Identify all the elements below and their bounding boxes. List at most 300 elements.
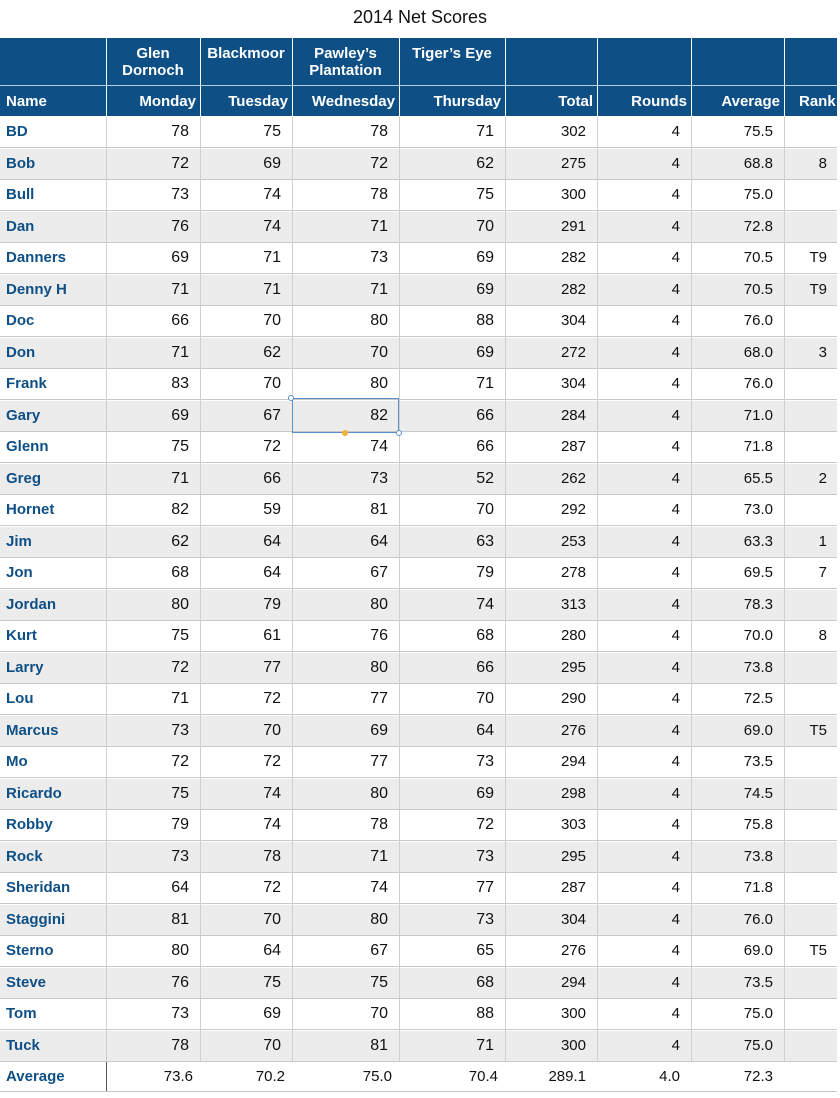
cell-total[interactable]: 304 [560,375,586,392]
cell-rank[interactable]: 2 [818,469,827,487]
cell-thu[interactable]: 88 [476,312,494,329]
header-wednesday[interactable]: Wednesday [311,93,395,110]
cell-thu[interactable]: 75 [476,186,494,203]
average-mon[interactable]: 73.6 [163,1068,193,1085]
player-name[interactable]: Lou [6,690,34,707]
cell-tue[interactable]: 70 [263,910,281,928]
cell-rank[interactable] [784,590,827,620]
cell-total[interactable]: 287 [560,879,586,896]
cell-wed[interactable]: 80 [370,595,388,613]
cell-tue[interactable]: 70 [263,721,281,739]
cell-thu[interactable]: 69 [476,249,494,266]
cell-thu[interactable]: 73 [476,910,494,928]
cell-thu[interactable]: 66 [476,438,494,455]
cell-rank[interactable] [784,842,827,872]
cell-wed[interactable]: 73 [370,249,388,266]
header-monday[interactable]: Monday [139,93,196,110]
cell-mon[interactable]: 73 [171,186,189,203]
cell-wed[interactable]: 71 [370,217,388,235]
cell-avg[interactable]: 69.0 [743,721,773,739]
average-label[interactable]: Average [6,1068,65,1085]
cell-tue[interactable]: 59 [263,501,281,518]
cell-rank[interactable] [784,747,827,777]
player-name[interactable]: Ricardo [6,784,62,802]
cell-rank[interactable]: T9 [809,280,827,298]
cell-avg[interactable]: 70.0 [743,627,773,644]
table-row [0,275,837,306]
cell-mon[interactable]: 71 [171,280,189,298]
header-course-line: Plantation [309,62,382,79]
cell-tue[interactable]: 75 [263,973,281,991]
cell-thu[interactable]: 66 [476,658,494,676]
header-tuesday[interactable]: Tuesday [228,93,288,110]
cell-rounds[interactable]: 4 [671,186,680,203]
header-name[interactable]: Name [6,93,47,110]
cell-wed[interactable]: 72 [370,154,388,172]
cell-rank[interactable] [784,653,827,683]
cell-avg[interactable]: 75.0 [743,1005,773,1022]
cell-tue[interactable]: 72 [263,879,281,896]
cell-thu[interactable]: 69 [476,280,494,298]
cell-tue[interactable]: 74 [263,816,281,833]
cell-wed[interactable]: 82 [370,406,388,424]
cell-rank[interactable] [784,968,827,998]
average-wed[interactable]: 75.0 [362,1068,392,1085]
cell-rounds[interactable]: 4 [671,784,680,802]
cell-tue[interactable]: 74 [263,784,281,802]
cell-rank[interactable] [784,306,827,336]
cell-tue[interactable]: 70 [263,312,281,329]
column-divider [691,117,692,1062]
cell-mon[interactable]: 73 [171,847,189,865]
cell-avg[interactable]: 69.5 [743,564,773,581]
cell-mon[interactable]: 71 [171,690,189,707]
cell-avg[interactable]: 74.5 [743,784,773,802]
cell-wed[interactable]: 77 [370,753,388,770]
average-tue[interactable]: 70.2 [255,1068,285,1085]
cell-mon[interactable]: 72 [171,753,189,770]
cell-avg[interactable]: 71.8 [743,879,773,896]
cell-avg[interactable]: 73.8 [743,847,773,865]
header-course-line: Blackmoor [207,45,285,62]
cell-wed[interactable]: 71 [370,847,388,865]
cell-mon[interactable]: 76 [171,973,189,991]
cell-thu[interactable]: 74 [476,595,494,613]
cell-avg[interactable]: 76.0 [743,910,773,928]
cell-rank[interactable] [784,495,827,525]
cell-rounds[interactable]: 4 [671,1005,680,1022]
player-name[interactable]: Tuck [6,1036,40,1054]
cell-avg[interactable]: 70.5 [743,280,773,298]
cell-mon[interactable]: 76 [171,217,189,235]
cell-rounds[interactable]: 4 [671,1036,680,1054]
cell-thu[interactable]: 77 [476,879,494,896]
cell-mon[interactable]: 75 [171,438,189,455]
cell-thu[interactable]: 62 [476,154,494,172]
cell-thu[interactable]: 79 [476,564,494,581]
cell-wed[interactable]: 80 [370,375,388,392]
cell-rounds[interactable]: 4 [671,123,680,140]
cell-mon[interactable]: 69 [171,406,189,424]
cell-mon[interactable]: 75 [171,627,189,644]
cell-thu[interactable]: 70 [476,217,494,235]
header-column-divider [597,38,598,116]
cell-thu[interactable]: 71 [476,123,494,140]
cell-rounds[interactable]: 4 [671,595,680,613]
player-name[interactable]: Jim [6,532,32,550]
cell-rank[interactable] [784,180,827,210]
cell-rounds[interactable]: 4 [671,658,680,676]
cell-total[interactable]: 253 [560,532,586,550]
cell-tue[interactable]: 72 [263,438,281,455]
cell-total[interactable]: 275 [560,154,586,172]
cell-rounds[interactable]: 4 [671,501,680,518]
cell-rank[interactable]: T9 [809,249,827,266]
average-total[interactable]: 289.1 [548,1068,586,1085]
cell-rounds[interactable]: 4 [671,469,680,487]
cell-rank[interactable] [784,369,827,399]
cell-total[interactable]: 290 [560,690,586,707]
cell-avg[interactable]: 70.5 [743,249,773,266]
player-name[interactable]: Tom [6,1005,37,1022]
player-name[interactable]: Greg [6,469,42,487]
cell-total[interactable]: 282 [560,280,586,298]
cell-rounds[interactable]: 4 [671,942,680,959]
cell-avg[interactable]: 73.5 [743,753,773,770]
player-name[interactable]: Steve [6,973,47,991]
cell-rank[interactable] [784,999,827,1029]
cell-avg[interactable]: 76.0 [743,312,773,329]
cell-avg[interactable]: 78.3 [743,595,773,613]
cell-wed[interactable]: 78 [370,186,388,203]
cell-mon[interactable]: 69 [171,249,189,266]
player-name[interactable]: Gary [6,406,41,424]
cell-mon[interactable]: 81 [171,910,189,928]
cell-tue[interactable]: 77 [263,658,281,676]
cell-tue[interactable]: 74 [263,217,281,235]
cell-total[interactable]: 292 [560,501,586,518]
cell-total[interactable]: 295 [560,847,586,865]
cell-rounds[interactable]: 4 [671,154,680,172]
header-rank[interactable]: Rank [799,93,836,110]
cell-avg[interactable]: 72.8 [743,217,773,235]
cell-tue[interactable]: 70 [263,375,281,392]
cell-total[interactable]: 304 [560,910,586,928]
cell-rounds[interactable]: 4 [671,343,680,361]
cell-total[interactable]: 304 [560,312,586,329]
cell-thu[interactable]: 65 [476,942,494,959]
cell-avg[interactable]: 69.0 [743,942,773,959]
cell-tue[interactable]: 70 [263,1036,281,1054]
cell-wed[interactable]: 70 [370,343,388,361]
header-rounds[interactable]: Rounds [631,93,687,110]
cell-rounds[interactable]: 4 [671,564,680,581]
cell-wed[interactable]: 70 [370,1005,388,1022]
cell-total[interactable]: 278 [560,564,586,581]
cell-rounds[interactable]: 4 [671,249,680,266]
cell-rank[interactable]: T5 [809,721,827,739]
cell-avg[interactable]: 71.0 [743,406,773,424]
player-name[interactable]: Larry [6,658,44,676]
cell-thu[interactable]: 71 [476,1036,494,1054]
cell-mon[interactable]: 64 [171,879,189,896]
cell-rounds[interactable]: 4 [671,280,680,298]
cell-avg[interactable]: 73.8 [743,658,773,676]
cell-rank[interactable] [784,684,827,714]
cell-rank[interactable]: T5 [809,942,827,959]
cell-total[interactable]: 294 [560,973,586,991]
cell-mon[interactable]: 62 [171,532,189,550]
cell-rounds[interactable]: 4 [671,438,680,455]
player-name[interactable]: Mo [6,753,28,770]
cell-thu[interactable]: 64 [476,721,494,739]
cell-rounds[interactable]: 4 [671,721,680,739]
cell-total[interactable]: 300 [560,1005,586,1022]
player-name[interactable]: Staggini [6,910,66,928]
cell-mon[interactable]: 78 [171,123,189,140]
player-name[interactable]: Marcus [6,721,59,739]
header-average[interactable]: Average [721,93,780,110]
header-thursday[interactable]: Thursday [433,93,501,110]
cell-total[interactable]: 280 [560,627,586,644]
cell-thu[interactable]: 63 [476,532,494,550]
cell-tue[interactable]: 66 [263,469,281,487]
average-rounds[interactable]: 4.0 [659,1068,680,1085]
cell-rank[interactable] [784,810,827,840]
player-name[interactable]: Doc [6,312,35,329]
cell-mon[interactable]: 66 [171,312,189,329]
cell-rank[interactable] [784,873,827,903]
cell-rank[interactable]: 8 [818,627,827,644]
cell-wed[interactable]: 76 [370,627,388,644]
cell-tue[interactable]: 79 [263,595,281,613]
cell-total[interactable]: 272 [560,343,586,361]
cell-tue[interactable]: 69 [263,1005,281,1022]
cell-rounds[interactable]: 4 [671,879,680,896]
cell-rounds[interactable]: 4 [671,690,680,707]
cell-rounds[interactable]: 4 [671,217,680,235]
player-name[interactable]: BD [6,123,28,140]
cell-tue[interactable]: 71 [263,280,281,298]
cell-thu[interactable]: 70 [476,501,494,518]
cell-rank[interactable] [784,117,827,147]
player-name[interactable]: Rock [6,847,43,865]
cell-tue[interactable]: 62 [263,343,281,361]
cell-rounds[interactable]: 4 [671,910,680,928]
cell-wed[interactable]: 77 [370,690,388,707]
player-name[interactable]: Jon [6,564,33,581]
cell-mon[interactable]: 72 [171,154,189,172]
cell-wed[interactable]: 80 [370,658,388,676]
cell-rounds[interactable]: 4 [671,816,680,833]
cell-total[interactable]: 282 [560,249,586,266]
cell-wed[interactable]: 74 [370,879,388,896]
cell-rounds[interactable]: 4 [671,847,680,865]
cell-rounds[interactable]: 4 [671,627,680,644]
cell-thu[interactable]: 69 [476,784,494,802]
cell-rank[interactable] [784,212,827,242]
cell-avg[interactable]: 68.8 [743,154,773,172]
cell-rank[interactable]: 8 [818,154,827,172]
cell-mon[interactable]: 73 [171,1005,189,1022]
cell-rank[interactable]: 1 [818,532,827,550]
cell-mon[interactable]: 71 [171,469,189,487]
cell-thu[interactable]: 68 [476,973,494,991]
cell-tue[interactable]: 78 [263,847,281,865]
cell-total[interactable]: 302 [560,123,586,140]
cell-rank[interactable]: 7 [818,564,827,581]
cell-wed[interactable]: 75 [370,973,388,991]
selection-handle[interactable] [288,395,294,401]
column-divider [597,117,598,1062]
cell-tue[interactable]: 64 [263,942,281,959]
player-name[interactable]: Jordan [6,595,57,613]
cell-total[interactable]: 287 [560,438,586,455]
table-row [0,369,837,400]
cell-wed[interactable]: 64 [370,532,388,550]
player-name[interactable]: Kurt [6,627,37,644]
cell-wed[interactable]: 80 [370,312,388,329]
cell-avg[interactable]: 72.5 [743,690,773,707]
cell-tue[interactable]: 64 [263,532,281,550]
player-name[interactable]: Sterno [6,942,54,959]
cell-total[interactable]: 298 [560,784,586,802]
selection-handle[interactable] [396,430,402,436]
cell-tue[interactable]: 75 [263,123,281,140]
player-name[interactable]: Sheridan [6,879,71,896]
average-thu[interactable]: 70.4 [468,1068,498,1085]
cell-tue[interactable]: 72 [263,690,281,707]
cell-tue[interactable]: 67 [263,406,281,424]
cell-tue[interactable]: 61 [263,627,281,644]
cell-rank[interactable] [784,779,827,809]
player-name[interactable]: Frank [6,375,47,392]
cell-thu[interactable]: 88 [476,1005,494,1022]
cell-avg[interactable]: 76.0 [743,375,773,392]
cell-tue[interactable]: 74 [263,186,281,203]
cell-wed[interactable]: 69 [370,721,388,739]
cell-thu[interactable]: 73 [476,753,494,770]
cell-mon[interactable]: 80 [171,595,189,613]
cell-avg[interactable]: 73.5 [743,973,773,991]
player-name[interactable]: Robby [6,816,53,833]
cell-mon[interactable]: 71 [171,343,189,361]
cell-total[interactable]: 284 [560,406,586,424]
cell-rounds[interactable]: 4 [671,312,680,329]
cell-wed[interactable]: 67 [370,564,388,581]
cell-rounds[interactable]: 4 [671,406,680,424]
cell-thu[interactable]: 71 [476,375,494,392]
player-name[interactable]: Denny H [6,280,67,298]
cell-rank[interactable]: 3 [818,343,827,361]
selected-cell-outline[interactable] [292,398,399,433]
cell-avg[interactable]: 75.8 [743,816,773,833]
cell-thu[interactable]: 68 [476,627,494,644]
cell-rounds[interactable]: 4 [671,753,680,770]
cell-thu[interactable]: 66 [476,406,494,424]
cell-wed[interactable]: 81 [370,1036,388,1054]
cell-thu[interactable]: 52 [476,469,494,487]
cell-total[interactable]: 294 [560,753,586,770]
cell-avg[interactable]: 68.0 [743,343,773,361]
cell-thu[interactable]: 73 [476,847,494,865]
cell-total[interactable]: 262 [560,469,586,487]
cell-wed[interactable]: 71 [370,280,388,298]
cell-total[interactable]: 295 [560,658,586,676]
player-name[interactable]: Don [6,343,36,361]
cell-avg[interactable]: 75.0 [743,186,773,203]
player-name[interactable]: Dan [6,217,35,235]
cell-wed[interactable]: 80 [370,910,388,928]
cell-rank[interactable] [784,401,827,431]
cell-total[interactable]: 300 [560,1036,586,1054]
cell-tue[interactable]: 64 [263,564,281,581]
cell-avg[interactable]: 75.5 [743,123,773,140]
cell-mon[interactable]: 78 [171,1036,189,1054]
cell-tue[interactable]: 71 [263,249,281,266]
cell-wed[interactable]: 80 [370,784,388,802]
cell-total[interactable]: 303 [560,816,586,833]
cell-thu[interactable]: 72 [476,816,494,833]
header-total[interactable]: Total [558,93,593,110]
cell-mon[interactable]: 83 [171,375,189,392]
cell-mon[interactable]: 82 [171,501,189,518]
cell-wed[interactable]: 73 [370,469,388,487]
selection-fill-handle[interactable] [342,430,348,436]
cell-rank[interactable] [784,905,827,935]
player-name[interactable]: Hornet [6,501,55,518]
cell-avg[interactable]: 63.3 [743,532,773,550]
cell-rounds[interactable]: 4 [671,375,680,392]
cell-avg[interactable]: 71.8 [743,438,773,455]
cell-total[interactable]: 276 [560,942,586,959]
cell-total[interactable]: 276 [560,721,586,739]
cell-tue[interactable]: 72 [263,753,281,770]
cell-total[interactable]: 291 [560,217,586,235]
cell-avg[interactable]: 75.0 [743,1036,773,1054]
cell-avg[interactable]: 73.0 [743,501,773,518]
cell-wed[interactable]: 81 [370,501,388,518]
player-name[interactable]: Bull [6,186,35,203]
average-rank[interactable] [784,1062,826,1092]
average-avg[interactable]: 72.3 [743,1068,773,1085]
cell-mon[interactable]: 75 [171,784,189,802]
cell-rounds[interactable]: 4 [671,973,680,991]
cell-mon[interactable]: 68 [171,564,189,581]
player-name[interactable]: Bob [6,154,36,172]
cell-mon[interactable]: 72 [171,658,189,676]
cell-tue[interactable]: 69 [263,154,281,172]
cell-total[interactable]: 313 [560,595,586,613]
header-course-line: Tiger’s Eye [412,45,492,62]
cell-total[interactable]: 300 [560,186,586,203]
cell-rounds[interactable]: 4 [671,532,680,550]
cell-wed[interactable]: 78 [370,816,388,833]
cell-mon[interactable]: 73 [171,721,189,739]
cell-wed[interactable]: 78 [370,123,388,140]
cell-thu[interactable]: 70 [476,690,494,707]
cell-mon[interactable]: 79 [171,816,189,833]
player-name[interactable]: Danners [6,249,67,266]
player-name[interactable]: Glenn [6,438,49,455]
cell-rank[interactable] [784,1031,827,1061]
cell-avg[interactable]: 65.5 [743,469,773,487]
cell-wed[interactable]: 67 [370,942,388,959]
cell-thu[interactable]: 69 [476,343,494,361]
cell-mon[interactable]: 80 [171,942,189,959]
cell-wed[interactable]: 74 [370,438,388,455]
cell-rank[interactable] [784,432,827,462]
